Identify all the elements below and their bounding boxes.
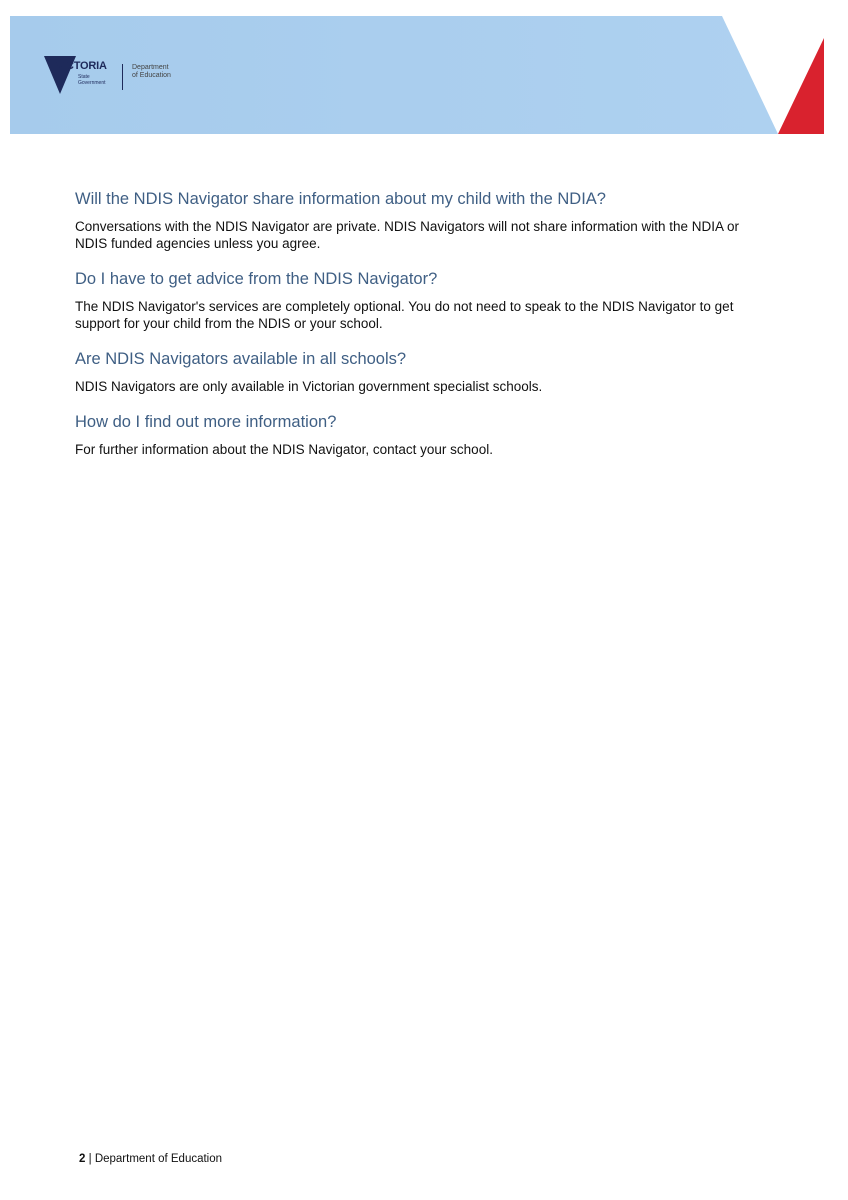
faq-question: How do I find out more information? xyxy=(75,413,337,431)
footer-separator: | xyxy=(88,1153,92,1165)
faq-answer: NDIS Navigators are only available in Victorian government specialist schools. xyxy=(75,379,543,394)
victoria-logo xyxy=(42,50,192,98)
logo-wordmark: VICTORIA xyxy=(56,60,107,72)
faq-item xyxy=(75,411,775,458)
logo-subtitle: State Government xyxy=(78,74,106,86)
faq-answer: For further information about the NDIS Navigator, contact your school. xyxy=(75,442,493,457)
faq-question: Will the NDIS Navigator share information about my child with the NDIA? xyxy=(75,190,606,208)
faq-question: Do I have to get advice from the NDIS Navigator? xyxy=(75,270,438,288)
page-footer xyxy=(79,1153,222,1165)
faq-item xyxy=(75,268,775,332)
faq-item xyxy=(75,348,775,395)
faq-item xyxy=(75,188,775,252)
faq-answer: The NDIS Navigator's services are completely optional. You do not need to speak to the NDIS Navigator to get support for your child from the NDIS or your school. xyxy=(75,299,734,331)
footer-text: Department of Education xyxy=(94,1153,223,1165)
faq-content xyxy=(75,188,775,458)
logo-department: Department of Education xyxy=(132,64,171,79)
faq-answer: Conversations with the NDIS Navigator are private. NDIS Navigators will not share information with the NDIA or NDIS funded agencies unless you agree. xyxy=(75,219,740,251)
logo-divider xyxy=(122,64,123,90)
page-number: 2 xyxy=(79,1153,86,1165)
logo-triangle-icon xyxy=(42,50,82,98)
banner-red-triangle xyxy=(778,38,824,134)
faq-question: Are NDIS Navigators available in all schools? xyxy=(75,350,407,368)
